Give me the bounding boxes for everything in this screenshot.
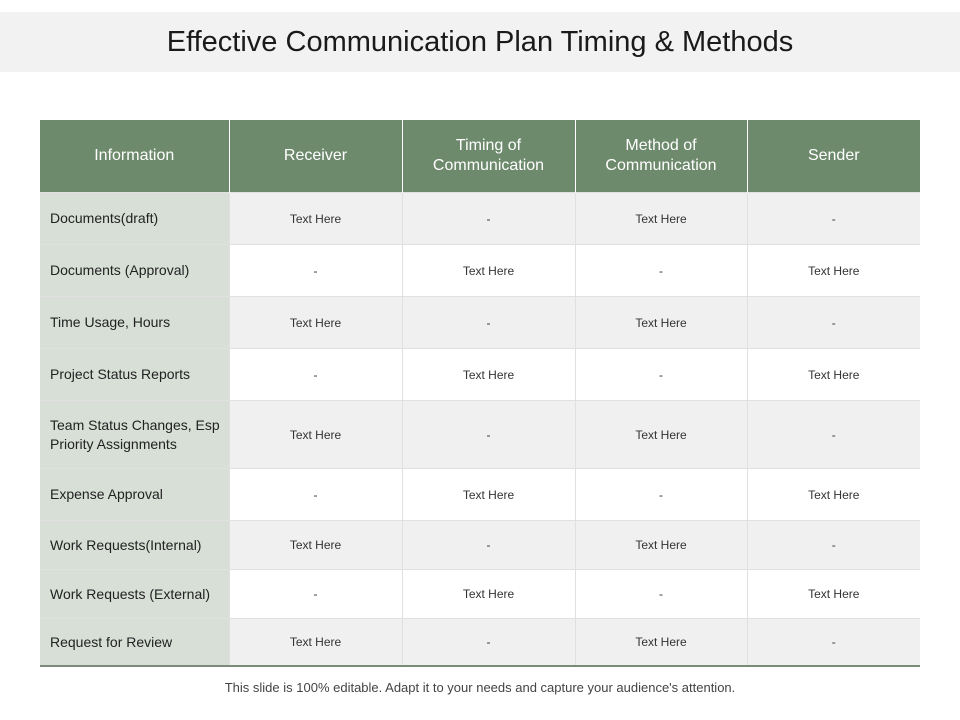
table-cell: - [229, 469, 402, 521]
table-cell: - [747, 521, 920, 570]
table-cell: Text Here [575, 193, 747, 245]
table-cell: - [402, 521, 575, 570]
table-cell: - [747, 193, 920, 245]
row-label: Documents(draft) [40, 193, 229, 245]
row-label: Request for Review [40, 619, 229, 667]
column-header-receiver: Receiver [229, 120, 402, 193]
table-cell: Text Here [229, 619, 402, 667]
table-row [40, 619, 920, 667]
table-cell: - [229, 349, 402, 401]
table-cell: Text Here [747, 245, 920, 297]
table-row [40, 469, 920, 521]
table-row [40, 193, 920, 245]
column-header-timing: Timing of Communication [402, 120, 575, 193]
row-label: Work Requests(Internal) [40, 521, 229, 570]
column-header-information: Information [40, 120, 229, 193]
table-cell: Text Here [229, 297, 402, 349]
row-label: Time Usage, Hours [40, 297, 229, 349]
table-cell: - [747, 619, 920, 667]
table-row [40, 521, 920, 570]
table-cell: Text Here [229, 193, 402, 245]
row-label: Work Requests (External) [40, 570, 229, 619]
table-row [40, 297, 920, 349]
table-row [40, 401, 920, 469]
table-row [40, 570, 920, 619]
table-cell: - [402, 619, 575, 667]
table-cell: Text Here [229, 521, 402, 570]
row-label: Team Status Changes, Esp Priority Assignments [40, 401, 229, 469]
table-cell: Text Here [747, 349, 920, 401]
table-cell: Text Here [575, 521, 747, 570]
row-label: Project Status Reports [40, 349, 229, 401]
table-cell: Text Here [402, 349, 575, 401]
table-cell: - [402, 297, 575, 349]
table-cell: Text Here [575, 401, 747, 469]
row-label: Expense Approval [40, 469, 229, 521]
page-title: Effective Communication Plan Timing & Methods [166, 25, 794, 58]
title-bar [0, 12, 960, 72]
table-cell: - [402, 193, 575, 245]
table-cell: Text Here [402, 570, 575, 619]
table-cell: Text Here [229, 401, 402, 469]
table-cell: - [575, 245, 747, 297]
table-cell: - [229, 245, 402, 297]
communication-plan-table [40, 120, 920, 667]
table-cell: - [575, 570, 747, 619]
row-label: Documents (Approval) [40, 245, 229, 297]
table-cell: - [575, 469, 747, 521]
table-cell: - [229, 570, 402, 619]
table-header-row [40, 120, 920, 193]
table-row [40, 349, 920, 401]
table-cell: - [747, 297, 920, 349]
table-cell: Text Here [402, 469, 575, 521]
table-cell: - [747, 401, 920, 469]
table-cell: Text Here [575, 619, 747, 667]
table-row [40, 245, 920, 297]
table-cell: Text Here [747, 570, 920, 619]
table-cell: Text Here [575, 297, 747, 349]
column-header-sender: Sender [747, 120, 920, 193]
table-cell: - [402, 401, 575, 469]
table-cell: Text Here [402, 245, 575, 297]
table-cell: - [575, 349, 747, 401]
footer-note: This slide is 100% editable. Adapt it to your needs and capture your audience's attention. [224, 680, 736, 695]
table-cell: Text Here [747, 469, 920, 521]
column-header-method: Method of Communication [575, 120, 747, 193]
